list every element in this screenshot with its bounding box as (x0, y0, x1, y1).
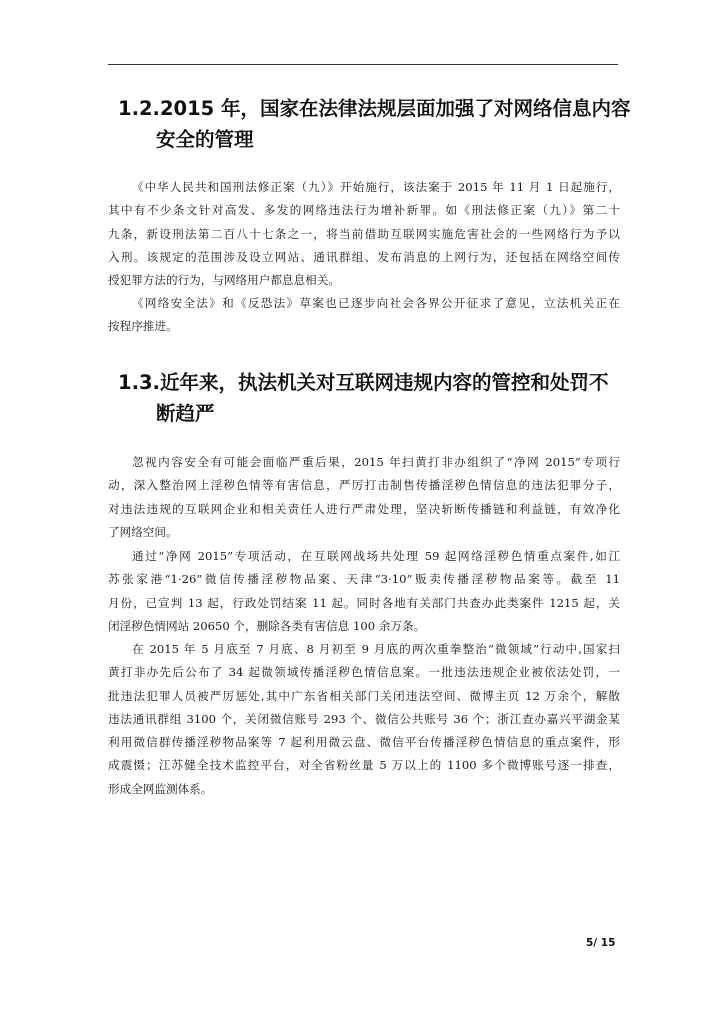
paragraph (108, 545, 620, 638)
paragraph-line: 其中有不少条文针对高发、多发的网络违法行为增补新罪。如《刑法修正案（九）》第二十 (108, 203, 620, 218)
paragraph-line: 黄打非办先后公布了 34 起微领域传播淫秽色情信息案。一批违法违规企业被依法处罚，一 (108, 665, 620, 680)
paragraph-line: 在 2015 年 5 月底至 7 月底、8 月初至 9 月底的两次重拳整治“微领域”行动中,国家扫 (132, 642, 620, 656)
paragraph-line: 忽视内容安全有可能会面临严重后果，2015 年扫黄打非办组织了“净网 2015”专项行 (132, 455, 620, 469)
section-heading-1-2 (118, 93, 631, 155)
paragraph (108, 451, 620, 544)
heading-line: 1.3.近年来，执法机关对互联网违规内容的管控和处罚不 (118, 371, 609, 394)
section-heading-1-3 (118, 367, 618, 429)
page-number: 5/ 15 (586, 937, 616, 949)
paragraph (108, 638, 620, 801)
paragraph (108, 292, 620, 339)
heading-line: 安全的管理 (156, 128, 254, 151)
paragraph-line: 授犯罪方法的行为，与网络用户都息息相关。 (108, 273, 340, 288)
header-rule (108, 64, 618, 65)
paragraph-line: 批违法犯罪人员被严厉惩处,其中广东省相关部门关闭违法空间、微博主页 12 万余个，解散 (108, 688, 620, 703)
paragraph-line: 按程序推进。 (108, 319, 178, 334)
paragraph-line: 违法通讯群组 3100 个，关闭微信账号 293 个、微信公共账号 36 个；浙江查办嘉兴平湖金某 (108, 711, 620, 726)
paragraph-line: 《中华人民共和国刑法修正案（九）》开始施行，该法案于 2015 年 11 月 1 日起施行， (132, 180, 620, 194)
paragraph-line: 闭淫秽色情网站 20650 个，删除各类有害信息 100 余万条。 (108, 618, 426, 633)
paragraph-line: 成震慑；江苏健全技术监控平台，对全省粉丝量 5 万以上的 1100 多个微博账号逐一排查， (108, 758, 620, 773)
paragraph-line: 了网络空间。 (108, 524, 178, 539)
paragraph-line: 苏张家港“1·26”微信传播淫秽物品案、天津“3·10”贩卖传播淫秽物品案等。截至 11 (108, 572, 620, 587)
paragraph-line: 《网络安全法》和《反恐法》草案也已逐步向社会各界公开征求了意见，立法机关正在 (132, 296, 620, 310)
paragraph-line: 月份，已宣判 13 起，行政处罚结案 11 起。同时各地有关部门共查办此类案件 1215 起，关 (108, 595, 620, 610)
heading-line: 断趋严 (156, 402, 215, 425)
paragraph-line: 动，深入整治网上淫秽色情等有害信息，严厉打击制售传播淫秽色情信息的违法犯罪分子， (108, 478, 620, 493)
paragraph (108, 176, 620, 292)
heading-line: 1.2.2015 年，国家在法律法规层面加强了对网络信息内容 (118, 97, 631, 120)
paragraph-line: 入刑。该规定的范围涉及设立网站、通讯群组、发布消息的上网行为，还包括在网络空间传 (108, 249, 620, 264)
paragraph-line: 对违法违规的互联网企业和相关责任人进行严肃处理，坚决斩断传播链和利益链，有效净化 (108, 501, 620, 516)
paragraph-line: 形成全网监测体系。 (108, 781, 213, 796)
paragraph-line: 利用微信群传播淫秽物品案等 7 起利用微云盘、微信平台传播淫秽色情信息的重点案件，形 (108, 735, 620, 750)
paragraph-line: 通过“净网 2015”专项活动，在互联网战场共处理 59 起网络淫秽色情重点案件,如江 (132, 549, 620, 563)
paragraph-line: 九条，新设刑法第二百八十七条之一，将当前借助互联网实施危害社会的一些网络行为予以 (108, 226, 620, 241)
